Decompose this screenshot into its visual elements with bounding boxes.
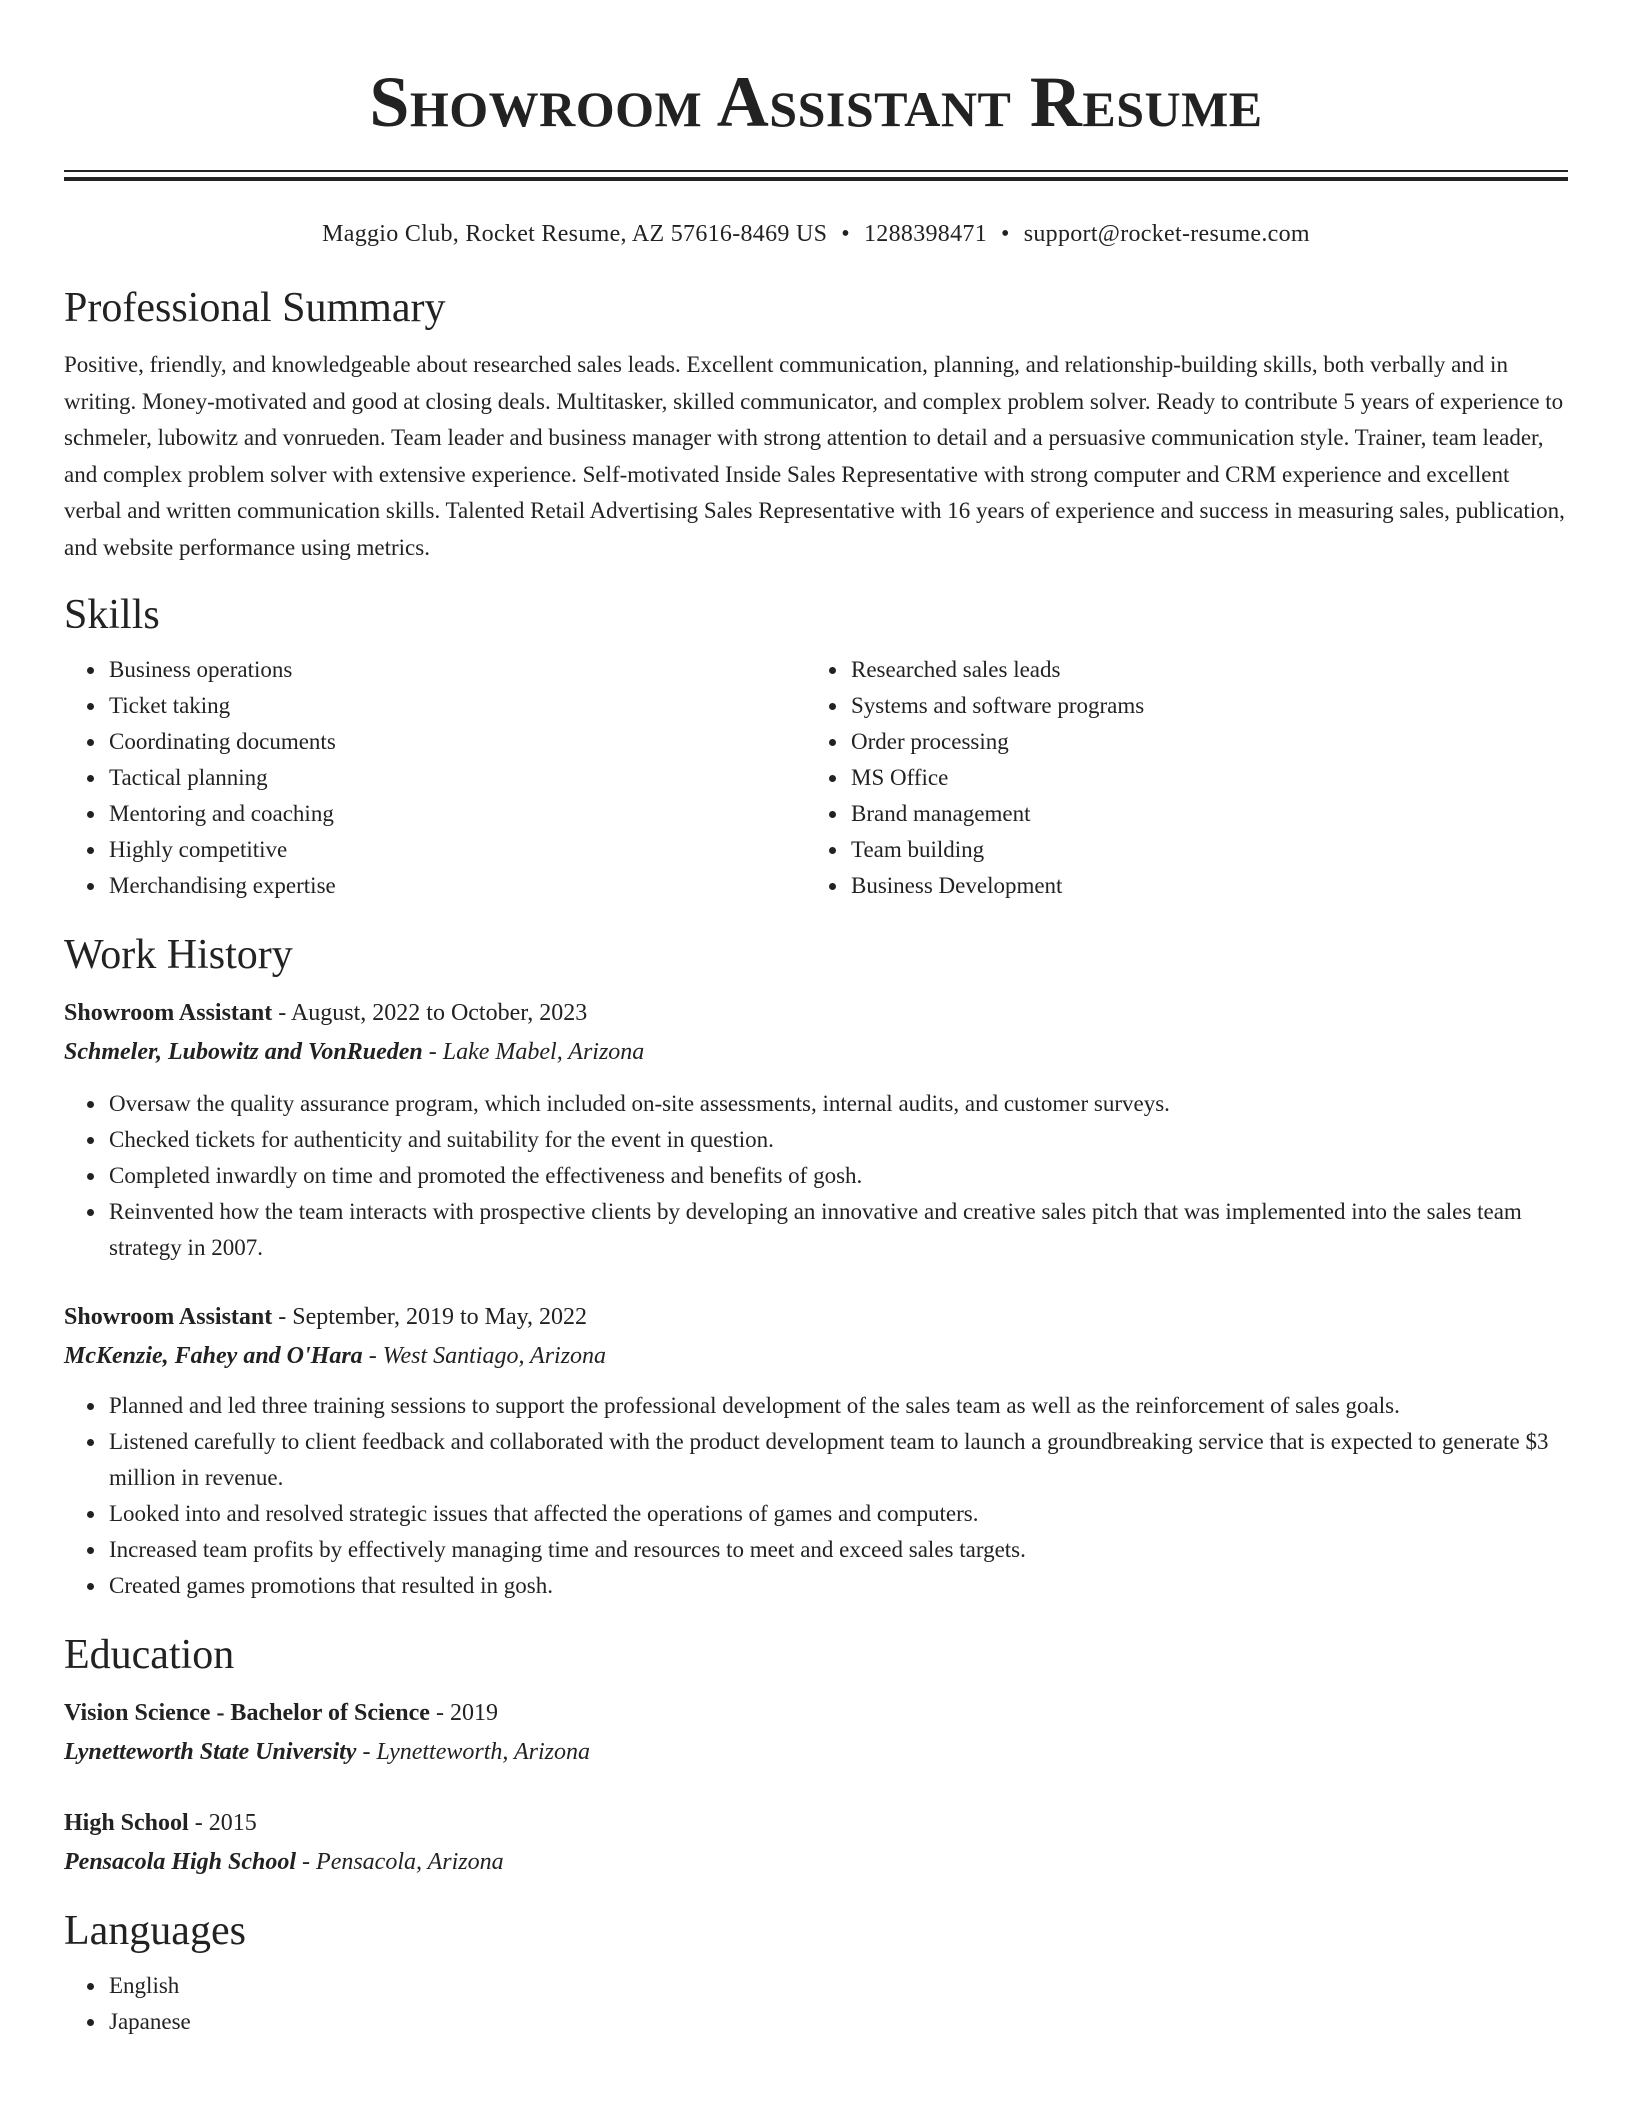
- skill-item: • Merchandising expertise: [107, 868, 806, 904]
- language-item: • Japanese: [107, 2004, 1568, 2040]
- education-school: Lynetteworth State University: [64, 1739, 357, 1765]
- language-item: • English: [107, 1968, 1568, 2004]
- contact-address: Maggio Club, Rocket Resume, AZ 57616-8469 US: [322, 221, 828, 247]
- job-header: Showroom Assistant - August, 2022 to October, 2023: [64, 1000, 588, 1026]
- contact-separator: •: [1001, 221, 1010, 247]
- education-entry: [64, 1694, 1568, 1772]
- job-company: Schmeler, Lubowitz and VonRueden: [64, 1039, 423, 1065]
- education-entry: [64, 1804, 1568, 1882]
- education-school: Pensacola High School: [64, 1849, 297, 1875]
- job-bullets: [64, 1388, 1568, 1604]
- job-company: McKenzie, Fahey and O'Hara: [64, 1343, 363, 1369]
- skill-item: • Ticket taking: [107, 688, 806, 724]
- contact-email: support@rocket-resume.com: [1023, 221, 1310, 247]
- education-heading: Education: [64, 1632, 235, 1678]
- summary-heading: Professional Summary: [64, 285, 446, 331]
- job-company-line: Schmeler, Lubowitz and VonRueden - Lake Mabel, Arizona: [64, 1039, 645, 1065]
- job-bullet: • Listened carefully to client feedback and collaborated with the product development team to launch a groundbreaking service that is expected to generate $3 million in revenue.: [107, 1424, 1568, 1496]
- job-bullet: • Increased team profits by effectively managing time and resources to meet and exceed sales targets.: [107, 1532, 1568, 1568]
- summary-text: Positive, friendly, and knowledgeable about researched sales leads. Excellent communication, planning, and relationship-building skills, both verbally and in writing. Money-motivated and good at closing deals. Multitasker, skilled communicator, and complex problem solver. Ready to contribute 5 years of experience to schmeler, lubowitz and vonrueden. Team leader and business manager with strong attention to detail and a persuasive communication style. Trainer, team leader, and complex problem solver with extensive experience. Self-motivated Inside Sales Representative with strong computer and CRM experience and excellent verbal and written communication skills. Talented Retail Advertising Sales Representative with 16 years of experience and success in measuring sales, publication, and website performance using metrics.: [64, 352, 1565, 560]
- education-header: Vision Science - Bachelor of Science - 2019: [64, 1700, 498, 1726]
- job-dates: August, 2022 to October, 2023: [290, 1000, 588, 1026]
- job-bullet: • Created games promotions that resulted in gosh.: [107, 1568, 1568, 1604]
- skill-item: • MS Office: [849, 760, 1548, 796]
- skill-item: • Mentoring and coaching: [107, 796, 806, 832]
- job-location: West Santiago, Arizona: [382, 1343, 607, 1369]
- skill-item: • Researched sales leads: [849, 652, 1548, 688]
- education-school-line: Pensacola High School - Pensacola, Arizona: [64, 1849, 504, 1875]
- languages-list: [64, 1968, 1568, 2040]
- job-bullet: • Reinvented how the team interacts with prospective clients by developing an innovative and creative sales pitch that was implemented into the sales team strategy in 2007.: [107, 1194, 1568, 1266]
- skills-list-right: [806, 652, 1548, 904]
- contact-phone: 1288398471: [864, 221, 987, 247]
- job-company-line: McKenzie, Fahey and O'Hara - West Santiago, Arizona: [64, 1343, 607, 1369]
- education-school-line: Lynetteworth State University - Lynetteworth, Arizona: [64, 1739, 590, 1765]
- job-location: Lake Mabel, Arizona: [442, 1039, 645, 1065]
- skill-item: • Brand management: [849, 796, 1548, 832]
- skill-item: • Coordinating documents: [107, 724, 806, 760]
- education-year: 2019: [449, 1700, 498, 1726]
- skills-columns: [64, 652, 1568, 904]
- job-title: Showroom Assistant: [64, 1000, 273, 1026]
- job-header: Showroom Assistant - September, 2019 to May, 2022: [64, 1304, 588, 1330]
- job-entry: [64, 1298, 1568, 1604]
- skill-item: • Business Development: [849, 868, 1548, 904]
- education-year: 2015: [208, 1810, 257, 1836]
- skills-list-left: [64, 652, 806, 904]
- job-entry: [64, 994, 1568, 1266]
- job-bullet: • Oversaw the quality assurance program, which included on-site assessments, internal audits, and customer surveys.: [107, 1086, 1568, 1122]
- skill-item: • Business operations: [107, 652, 806, 688]
- education-degree: Vision Science - Bachelor of Science: [64, 1700, 430, 1726]
- contact-line: [64, 219, 1568, 249]
- job-dates: September, 2019 to May, 2022: [292, 1304, 588, 1330]
- job-title: Showroom Assistant: [64, 1304, 273, 1330]
- title-divider: [64, 170, 1568, 181]
- job-bullet: • Checked tickets for authenticity and suitability for the event in question.: [107, 1122, 1568, 1158]
- job-bullet: • Looked into and resolved strategic issues that affected the operations of games and computers.: [107, 1496, 1568, 1532]
- education-location: Lynetteworth, Arizona: [376, 1739, 590, 1765]
- skill-item: • Order processing: [849, 724, 1548, 760]
- resume-title: Showroom Assistant Resume: [369, 62, 1263, 142]
- skill-item: • Systems and software programs: [849, 688, 1548, 724]
- job-bullet: • Completed inwardly on time and promoted the effectiveness and benefits of gosh.: [107, 1158, 1568, 1194]
- skill-item: • Highly competitive: [107, 832, 806, 868]
- work-heading: Work History: [64, 932, 293, 978]
- education-degree: High School: [64, 1810, 189, 1836]
- languages-heading: Languages: [64, 1908, 246, 1954]
- education-header: High School - 2015: [64, 1810, 257, 1836]
- skills-heading: Skills: [64, 592, 160, 638]
- job-bullets: [64, 1086, 1568, 1266]
- skill-item: • Team building: [849, 832, 1548, 868]
- skill-item: • Tactical planning: [107, 760, 806, 796]
- job-bullet: • Planned and led three training sessions to support the professional development of the sales team as well as the reinforcement of sales goals.: [107, 1388, 1568, 1424]
- education-location: Pensacola, Arizona: [316, 1849, 504, 1875]
- contact-separator: •: [841, 221, 850, 247]
